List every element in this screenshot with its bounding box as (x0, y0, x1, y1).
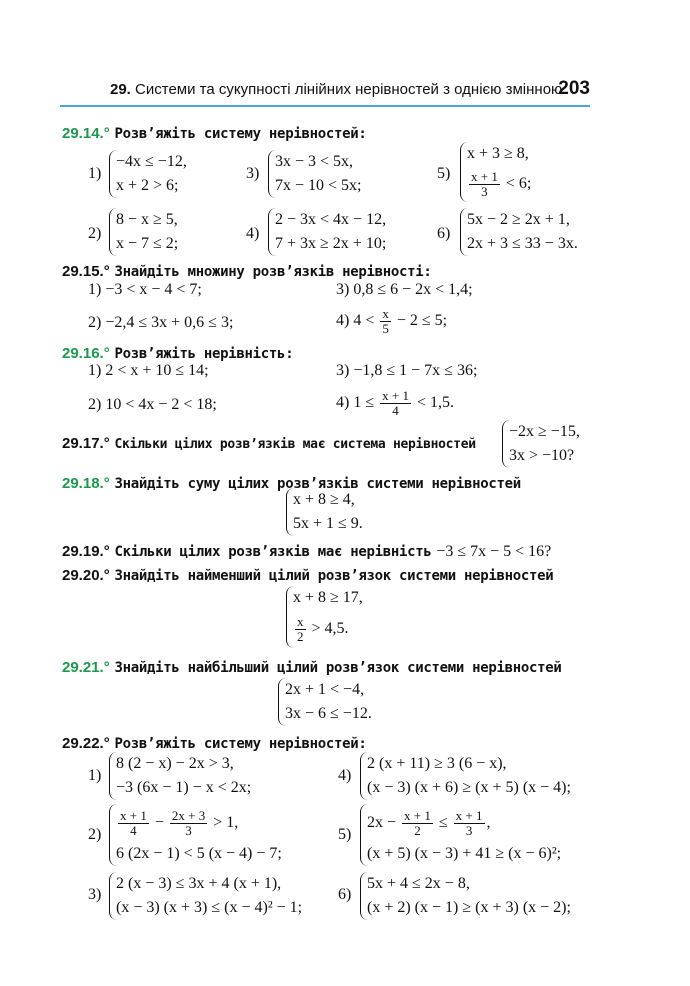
item: 3) −1,8 ≤ 1 − 7x ≤ 36; (336, 362, 478, 379)
item-label: 3) (88, 886, 102, 903)
item-label: 5) (338, 826, 352, 843)
problem-29-16 (62, 344, 293, 363)
system-22-2: $\frac{x + 1}{4}$ − $\frac{2x + 3}{3}$ > 1, 6 (2x − 1) < 5 (x − 4) − 7; (109, 804, 282, 866)
problem-text: Знайдіть найбільший цілий розв’язок системи нерівностей (114, 660, 562, 676)
problem-number: 29.19.° (62, 543, 110, 560)
item: 2) 10 < 4x − 2 < 18; (88, 396, 217, 413)
item-label: 4) (246, 225, 260, 242)
item: 4) 4 < $\frac{x}{5}$ − 2 ≤ 5; (336, 305, 448, 336)
item-label: 6) (437, 225, 451, 242)
system-29-21: 2x + 1 < −4, 3x − 6 ≤ −12. (278, 678, 372, 726)
page-header (60, 78, 590, 104)
problem-29-14 (62, 124, 366, 143)
item-label: 5) (437, 165, 451, 182)
system-29-18: x + 8 ≥ 4, 5x + 1 ≤ 9. (286, 488, 363, 536)
problem-29-15 (62, 262, 432, 281)
system-2: 8 − x ≥ 5, x − 7 ≤ 2; (109, 208, 178, 256)
item-label: 1) (88, 767, 102, 784)
item: 4) 1 ≤ $\frac{x + 1}{4}$ < 1,5. (336, 387, 454, 418)
system-4: 2 − 3x < 4x − 12, 7 + 3x ≥ 2x + 10; (268, 208, 386, 256)
problem-number: 29.17.° (62, 435, 110, 452)
problem-number: 29.16.° (62, 345, 110, 362)
problem-text: Розв’яжіть нерівність: (114, 346, 294, 362)
problem-text: Скільки цілих розв’язків має система нерівностей (114, 437, 476, 452)
item-label: 2) (88, 225, 102, 242)
system-22-1: 8 (2 − x) − 2x > 3, −3 (6x − 1) − x < 2x; (109, 752, 251, 800)
problem-29-19 (62, 542, 551, 561)
item-label: 3) (246, 165, 260, 182)
problem-29-20 (62, 566, 553, 585)
problem-text: Розв’яжіть систему нерівностей: (114, 736, 367, 752)
system-22-5: 2x − $\frac{x + 1}{2}$ ≤ $\frac{x + 1}{3}$ , (x + 5) (x − 3) + 41 ≥ (x − 6)²; (360, 804, 561, 866)
system-6: 5x − 2 ≥ 2x + 1, 2x + 3 ≤ 33 − 3x. (460, 208, 578, 256)
problem-text: Знайдіть множину розв’язків нерівності: (114, 264, 432, 280)
system-1: −4x ≤ −12, x + 2 > 6; (109, 150, 187, 198)
problem-29-17 (62, 434, 476, 454)
system-22-6: 5x + 4 ≤ 2x − 8, (x + 2) (x − 1) ≥ (x + 3) (x − 2); (360, 872, 571, 920)
problem-number: 29.15.° (62, 263, 110, 280)
problem-number: 29.20.° (62, 567, 110, 584)
problem-29-22 (62, 734, 366, 753)
system-22-3: 2 (x − 3) ≤ 3x + 4 (x + 1), (x − 3) (x + 3) ≤ (x − 4)² − 1; (109, 872, 302, 920)
problem-29-21 (62, 658, 562, 677)
problem-number: 29.18.° (62, 475, 110, 492)
problem-text: Знайдіть суму цілих розв’язків системи нерівностей (114, 476, 521, 492)
item-label: 2) (88, 826, 102, 843)
problem-text: Скільки цілих розв’язків має нерівність (114, 544, 432, 560)
item: 2) −2,4 ≤ 3x + 0,6 ≤ 3; (88, 314, 234, 331)
header-divider (60, 105, 590, 107)
system-29-20: x + 8 ≥ 17, $\frac{x}{2}$ > 4,5. (286, 586, 363, 648)
system-29-17: −2x ≥ −15, 3x > −10? (502, 420, 580, 468)
page-number: 203 (558, 78, 590, 99)
problem-number: 29.21.° (62, 659, 110, 676)
problem-text: Розв’яжіть систему нерівностей: (114, 126, 367, 142)
item: 3) 0,8 ≤ 6 − 2x < 1,4; (336, 281, 473, 298)
item-label: 6) (338, 886, 352, 903)
problem-number: 29.14.° (62, 125, 110, 142)
system-5: x + 3 ≥ 8, $\frac{x + 1}{3}$ < 6; (460, 142, 531, 202)
chapter-title: 29. Системи та сукупності лінійних нерівностей з однією змінною (110, 81, 563, 98)
item: 1) −3 < x − 4 < 7; (88, 281, 202, 298)
system-3: 3x − 3 < 5x, 7x − 10 < 5x; (268, 150, 362, 198)
item-label: 1) (88, 165, 102, 182)
item: 1) 2 < x + 10 ≤ 14; (88, 362, 209, 379)
problem-number: 29.22.° (62, 735, 110, 752)
problem-text: Знайдіть найменший цілий розв’язок системи нерівностей (114, 568, 554, 584)
inequality: −3 ≤ 7x − 5 < 16? (436, 543, 552, 560)
item-label: 4) (338, 767, 352, 784)
system-22-4: 2 (x + 11) ≥ 3 (6 − x), (x − 3) (x + 6) ≥ (x + 5) (x − 4); (360, 752, 571, 800)
